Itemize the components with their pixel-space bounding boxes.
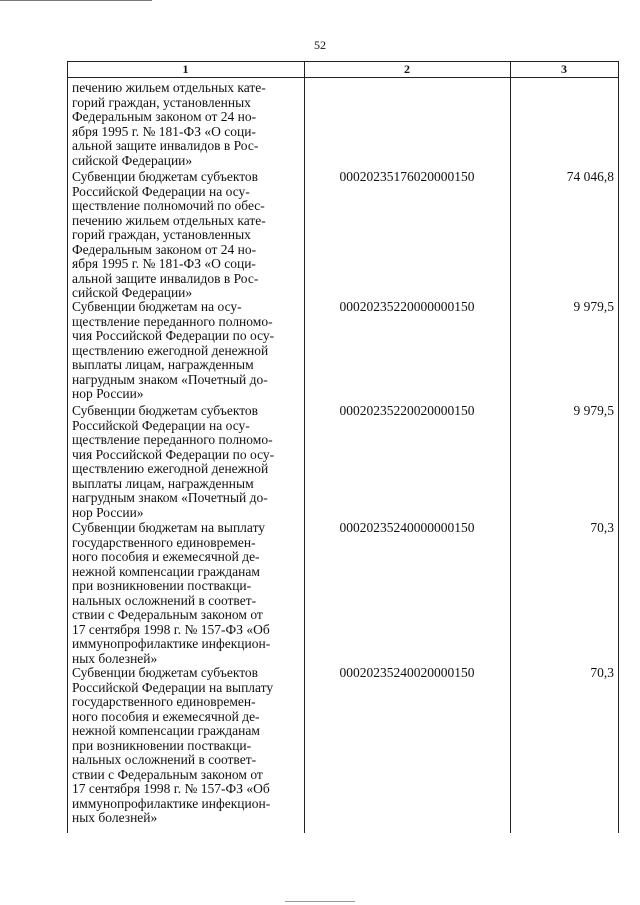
row-code: 00020235240020000150 xyxy=(339,665,475,680)
scan-edge-mark xyxy=(285,901,355,902)
column-header-1: 1 xyxy=(182,62,189,76)
row-code: 00020235176020000150 xyxy=(339,169,475,184)
scan-edge-mark xyxy=(0,0,152,1)
row-name: Субвенции бюджетам на осу- ществление переданного полномо- чия Российской Федерации по осу- ществлению ежегодной денежной выплаты лицам, награжденным нагрудным знаком «Почетный до- нор России» xyxy=(72,299,275,401)
row-name: Субвенции бюджетам на выплату государственного единовремен- ного пособия и ежемесячной де- нежной компенсации гражданам при возникновении поствакци- нальных осложнений в соответ- ствии с Федеральным законом от 17 сентября 1998 г. № 157-ФЗ «Об иммунопрофилактике инфекцион- ных болезней» xyxy=(72,520,271,666)
column-header-2: 2 xyxy=(404,62,410,76)
row-value: 70,3 xyxy=(590,665,614,680)
row-name: печению жильем отдельных кате- горий граждан, установленных Федеральным законом от 24 но- ября 1995 г. № 181-ФЗ «О соци- альной защите инвалидов в Рос- сийской Федерации» xyxy=(72,80,266,168)
row-code: 00020235240000000150 xyxy=(339,520,475,535)
budget-table xyxy=(67,61,619,833)
column-border-2-3 xyxy=(510,61,511,833)
column-border-left xyxy=(67,61,68,833)
row-value: 9 979,5 xyxy=(573,299,614,314)
row-name: Субвенции бюджетам субъектов Российской Федерации на выплату государственного единовремен- ного пособия и ежемесячной де- нежной компенсации гражданам при возникновении поствакци- нальных осложнений в соответ- ствии с Федеральным законом от 17 сентября 1998 г. № 157-ФЗ «Об иммунопрофилактике инфекцион- ных болезней» xyxy=(72,665,274,825)
column-border-right xyxy=(618,61,619,833)
column-border-1-2 xyxy=(304,61,305,833)
column-header-3: 3 xyxy=(561,62,567,76)
row-code: 00020235220000000150 xyxy=(339,299,475,314)
row-value: 74 046,8 xyxy=(566,169,614,184)
row-value: 70,3 xyxy=(590,520,614,535)
row-name: Субвенции бюджетам субъектов Российской Федерации на осу- ществление переданного полномо- чия Российской Федерации по осу- ществлению ежегодной денежной выплаты лицам, награжденным нагрудным знаком «Почетный до- нор России» xyxy=(72,403,275,520)
page-number: 52 xyxy=(314,38,326,52)
row-value: 9 979,5 xyxy=(573,403,614,418)
row-code: 00020235220020000150 xyxy=(339,403,475,418)
row-name: Субвенции бюджетам субъектов Российской Федерации на осу- ществление полномочий по обес- печению жильем отдельных кате- горий граждан, установленных Федеральным законом от 24 но- ября 1995 г. № 181-ФЗ «О соци- альной защите инвалидов в Рос- сийской Федерации» xyxy=(72,169,266,300)
header-bottom-border xyxy=(67,77,619,78)
